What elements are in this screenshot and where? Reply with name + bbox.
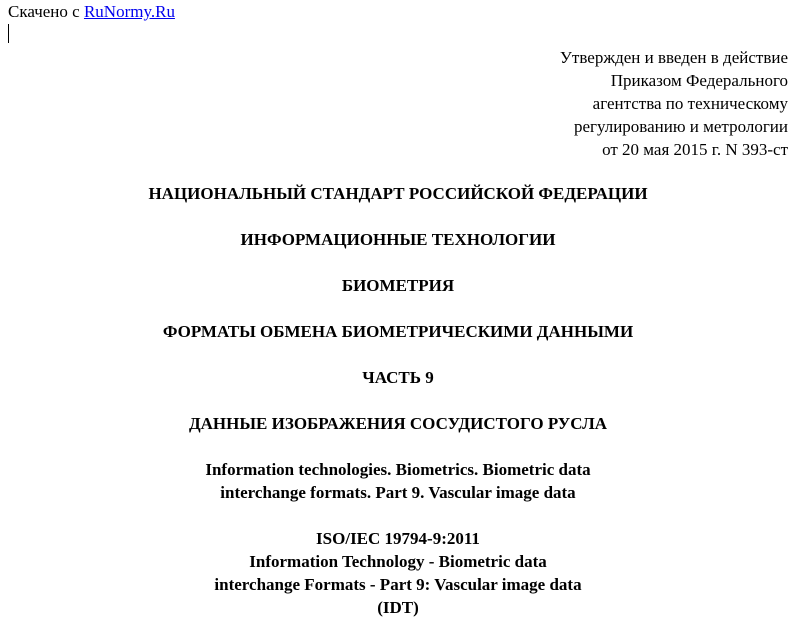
english-title-line: interchange formats. Part 9. Vascular image data	[220, 483, 576, 502]
biometrics-heading: БИОМЕТРИЯ	[341, 276, 455, 295]
iso-title-line: Information Technology - Biometric data	[249, 552, 547, 571]
it-heading: ИНФОРМАЦИОННЫЕ ТЕХНОЛОГИИ	[240, 230, 556, 249]
source-line	[8, 2, 175, 22]
national-standard-heading: НАЦИОНАЛЬНЫЙ СТАНДАРТ РОССИЙСКОЙ ФЕДЕРАЦИИ	[148, 184, 648, 203]
vascular-heading: ДАННЫЕ ИЗОБРАЖЕНИЯ СОСУДИСТОГО РУСЛА	[188, 414, 608, 433]
iso-title-line: interchange Formats - Part 9: Vascular image data	[214, 575, 582, 594]
text-cursor	[8, 24, 9, 43]
formats-heading: ФОРМАТЫ ОБМЕНА БИОМЕТРИЧЕСКИМИ ДАННЫМИ	[162, 322, 634, 341]
part-heading: ЧАСТЬ 9	[362, 368, 434, 387]
approval-line: Утвержден и введен в действие	[559, 48, 788, 67]
source-prefix: Скачено с	[8, 2, 80, 21]
approval-line: агентства по техническому	[592, 94, 788, 113]
english-title-line: Information technologies. Biometrics. Biometric data	[205, 460, 591, 479]
iso-block	[0, 527, 790, 619]
iso-code: ISO/IEC 19794-9:2011	[316, 529, 480, 548]
english-title	[0, 458, 790, 504]
approval-line: от 20 мая 2015 г. N 393-ст	[602, 140, 788, 159]
source-link[interactable]: RuNormy.Ru	[83, 2, 175, 21]
iso-degree: (IDT)	[377, 598, 419, 617]
approval-block	[560, 46, 788, 161]
approval-line: регулированию и метрологии	[573, 117, 788, 136]
approval-line: Приказом Федерального	[610, 71, 788, 90]
